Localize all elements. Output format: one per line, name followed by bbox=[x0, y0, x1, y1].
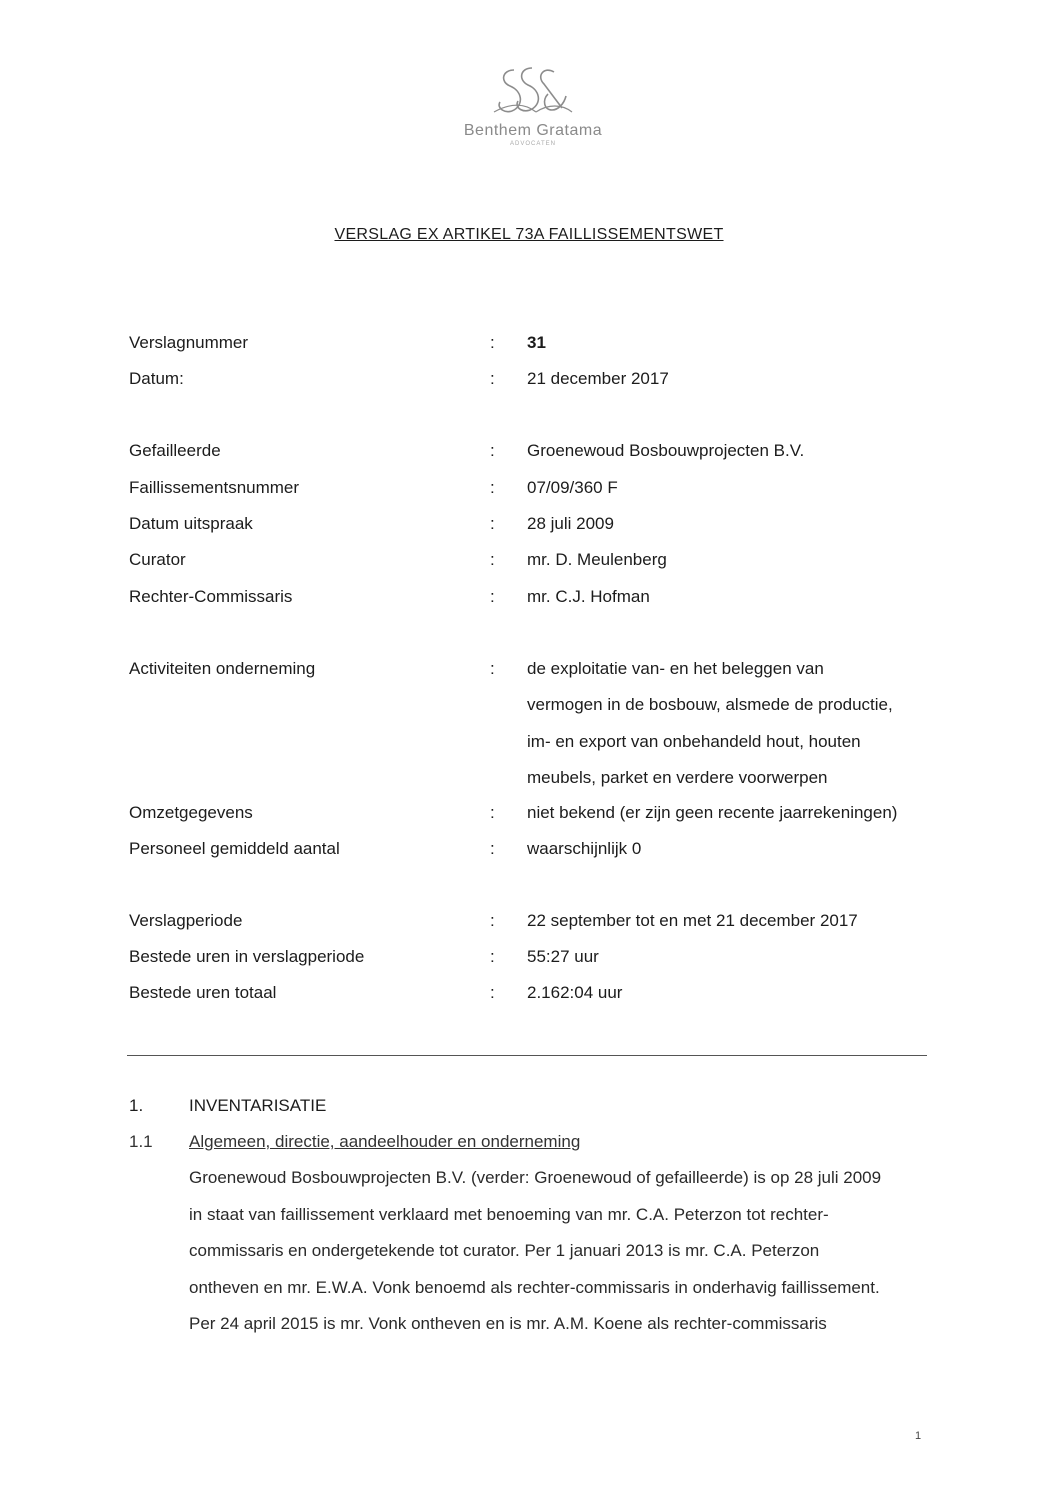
field-separator: : bbox=[490, 333, 495, 352]
field-value: Groenewoud Bosbouwprojecten B.V. bbox=[527, 441, 805, 460]
activiteiten-value bbox=[527, 651, 893, 796]
field-separator: : bbox=[490, 587, 495, 606]
activiteiten-line: vermogen in de bosbouw, alsmede de productie, bbox=[527, 695, 893, 715]
field-separator: : bbox=[490, 369, 495, 388]
field-label: Personeel gemiddeld aantal bbox=[129, 839, 340, 858]
field-separator: : bbox=[490, 983, 495, 1002]
firm-name: Benthem Gratama bbox=[463, 122, 603, 139]
field-gefailleerde bbox=[0, 441, 1058, 471]
field-label: Rechter-Commissaris bbox=[129, 587, 293, 606]
field-rechter-commissaris bbox=[0, 587, 1058, 617]
field-value: 55:27 uur bbox=[527, 947, 599, 966]
field-label: Gefailleerde bbox=[129, 441, 221, 460]
field-separator: : bbox=[490, 947, 495, 966]
field-separator: : bbox=[490, 550, 495, 569]
field-curator bbox=[0, 550, 1058, 580]
field-value: niet bekend (er zijn geen recente jaarrekeningen) bbox=[527, 803, 898, 822]
field-faillissementsnummer bbox=[0, 478, 1058, 508]
field-value: 21 december 2017 bbox=[527, 369, 669, 388]
field-value: 22 september tot en met 21 december 2017 bbox=[527, 911, 858, 930]
field-separator: : bbox=[490, 659, 495, 678]
field-label: Verslagperiode bbox=[129, 911, 243, 930]
subsection-number: 1.1 bbox=[129, 1132, 153, 1151]
paragraph-line: ontheven en mr. E.W.A. Vonk benoemd als rechter-commissaris in onderhavig faillissement. bbox=[189, 1277, 880, 1297]
subsection-heading: Algemeen, directie, aandeelhouder en onderneming bbox=[189, 1132, 581, 1151]
field-value: 2.162:04 uur bbox=[527, 983, 623, 1002]
field-value: mr. D. Meulenberg bbox=[527, 550, 667, 569]
page-number: 1 bbox=[915, 1430, 922, 1442]
field-separator: : bbox=[490, 803, 495, 822]
field-value: 07/09/360 F bbox=[527, 478, 618, 497]
field-separator: : bbox=[490, 514, 495, 533]
field-label: Verslagnummer bbox=[129, 333, 249, 352]
field-label: Omzetgegevens bbox=[129, 803, 253, 822]
field-label: Bestede uren totaal bbox=[129, 983, 277, 1002]
activiteiten-line: meubels, parket en verdere voorwerpen bbox=[527, 767, 828, 787]
field-separator: : bbox=[490, 478, 495, 497]
field-verslagnummer bbox=[0, 333, 1058, 363]
field-bestede-uren-periode bbox=[0, 947, 1058, 977]
field-label: Curator bbox=[129, 550, 186, 569]
field-bestede-uren-totaal bbox=[0, 983, 1058, 1013]
field-label: Faillissementsnummer bbox=[129, 478, 300, 497]
field-label: Bestede uren in verslagperiode bbox=[129, 947, 365, 966]
firm-logo bbox=[438, 64, 628, 162]
section-heading: INVENTARISATIE bbox=[189, 1096, 327, 1115]
field-separator: : bbox=[490, 911, 495, 930]
firm-tagline: ADVOCATEN bbox=[510, 141, 556, 147]
field-value: mr. C.J. Hofman bbox=[527, 587, 650, 606]
field-personeel bbox=[0, 839, 1058, 869]
paragraph-line: commissaris en ondergetekende tot curator. Per 1 januari 2013 is mr. C.A. Peterzon bbox=[189, 1241, 820, 1261]
field-label: Datum: bbox=[129, 369, 184, 388]
field-separator: : bbox=[490, 839, 495, 858]
paragraph-line: in staat van faillissement verklaard met benoeming van mr. C.A. Peterzon tot rechter- bbox=[189, 1204, 829, 1224]
section-paragraph bbox=[189, 1160, 949, 1343]
field-label: Datum uitspraak bbox=[129, 514, 253, 533]
field-value: 28 juli 2009 bbox=[527, 514, 614, 533]
section-number: 1. bbox=[129, 1096, 144, 1115]
section-divider bbox=[127, 1055, 927, 1056]
monogram-logo-icon bbox=[492, 64, 574, 120]
field-label: Activiteiten onderneming bbox=[129, 659, 316, 678]
activiteiten-line: de exploitatie van- en het beleggen van bbox=[527, 659, 824, 678]
document-title: VERSLAG EX ARTIKEL 73A FAILLISSEMENTSWET bbox=[334, 226, 724, 243]
activiteiten-line: im- en export van onbehandeld hout, houten bbox=[527, 731, 861, 751]
field-omzetgegevens bbox=[0, 803, 1058, 833]
paragraph-line: Groenewoud Bosbouwprojecten B.V. (verder: Groenewoud of gefailleerde) is op 28 juli 2009 bbox=[189, 1168, 882, 1187]
field-verslagperiode bbox=[0, 911, 1058, 941]
field-datum-uitspraak bbox=[0, 514, 1058, 544]
field-separator: : bbox=[490, 441, 495, 460]
field-value: waarschijnlijk 0 bbox=[527, 839, 642, 858]
field-value: 31 bbox=[527, 333, 546, 352]
field-datum bbox=[0, 369, 1058, 399]
paragraph-line: Per 24 april 2015 is mr. Vonk ontheven en is mr. A.M. Koene als rechter-commissaris bbox=[189, 1314, 827, 1334]
